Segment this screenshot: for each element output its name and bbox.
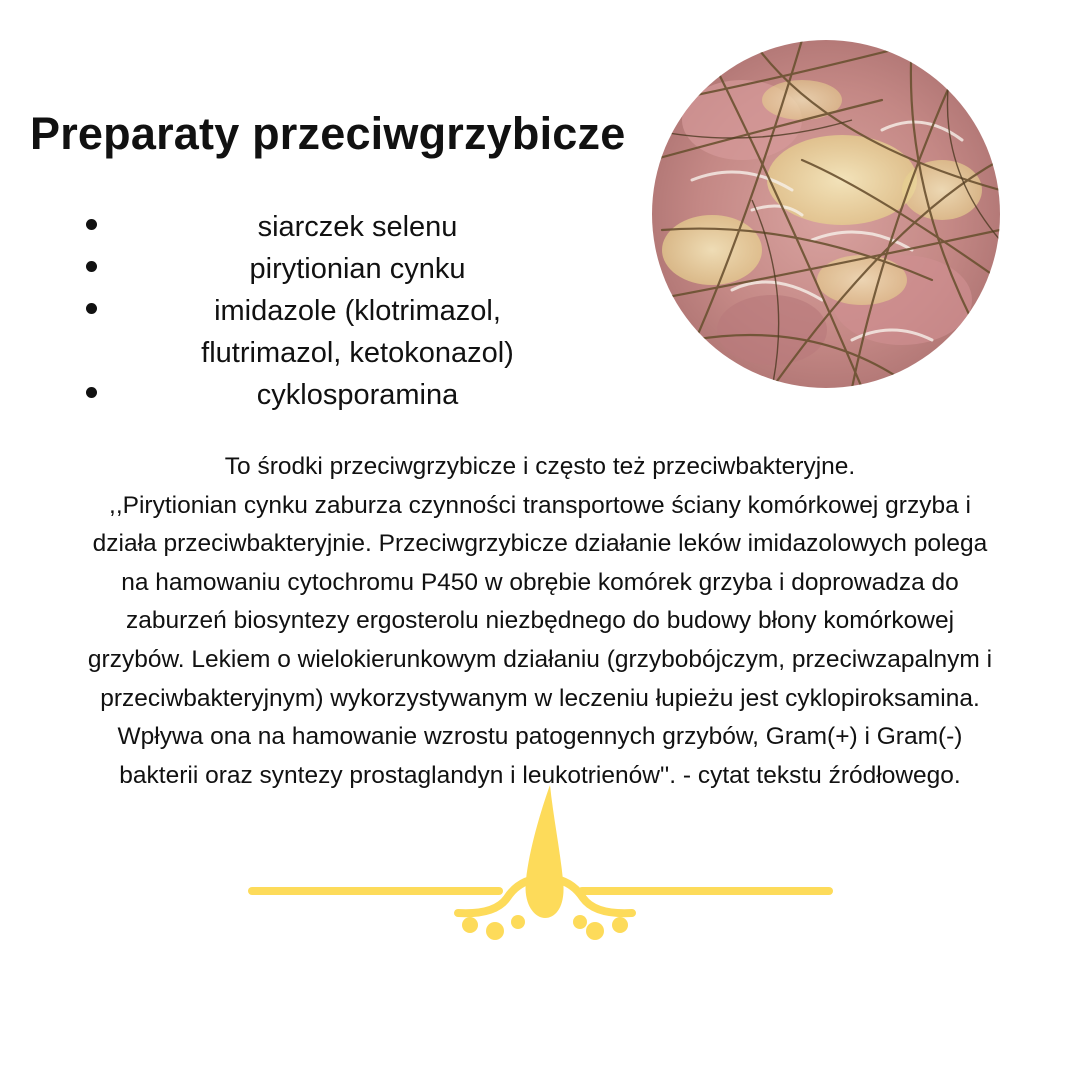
paragraph-line: grzybów. Lekiem o wielokierunkowym działaniu (grzybobójczym, przeciwzapalnym i xyxy=(87,645,993,673)
remedy-list xyxy=(60,206,660,416)
page-title: Preparaty przeciwgrzybicze xyxy=(30,108,626,159)
paragraph-line: przeciwbakteryjnym) wykorzystywanym w leczeniu łupieżu jest cyklopiroksamina. xyxy=(100,684,980,712)
list-item-label: cyklosporamina xyxy=(256,379,459,411)
list-item-label-continued: flutrimazol, ketokonazol) xyxy=(201,337,514,369)
list-item-label: pirytionian cynku xyxy=(249,253,466,285)
paragraph-line: zaburzeń biosyntezy ergosterolu niezbędnego do budowy błony komórkowej xyxy=(125,607,955,635)
paragraph-line: na hamowaniu cytochromu P450 w obrębie komórek grzyba i doprowadza do xyxy=(121,568,959,596)
list-item xyxy=(60,248,655,290)
list-item xyxy=(60,374,655,416)
list-item-label: imidazole (klotrimazol, xyxy=(214,295,501,327)
list-item-label: siarczek selenu xyxy=(257,211,458,243)
bullet-icon xyxy=(86,261,97,272)
description-paragraph xyxy=(20,448,1060,795)
paragraph-line: Wpływa ona na hamowanie wzrostu patogennych grzybów, Gram(+) i Gram(-) xyxy=(117,723,963,751)
hair-follicle-icon xyxy=(245,780,835,950)
bullet-icon xyxy=(86,387,97,398)
scalp-dandruff-photo xyxy=(652,40,1000,388)
bullet-icon xyxy=(86,303,97,314)
paragraph-line: działa przeciwbakteryjnie. Przeciwgrzybicze działanie leków imidazolowych polega xyxy=(92,530,988,558)
list-item xyxy=(60,206,655,248)
paragraph-line: bakterii oraz syntezy prostaglandyn i leukotrienów''. - cytat tekstu źródłowego. xyxy=(119,761,961,789)
paragraph-line: ,,Pirytionian cynku zaburza czynności transportowe ściany komórkowej grzyba i xyxy=(109,491,971,519)
paragraph-line: To środki przeciwgrzybicze i często też przeciwbakteryjne. xyxy=(224,453,856,480)
list-item xyxy=(60,290,655,374)
bullet-icon xyxy=(86,219,97,230)
